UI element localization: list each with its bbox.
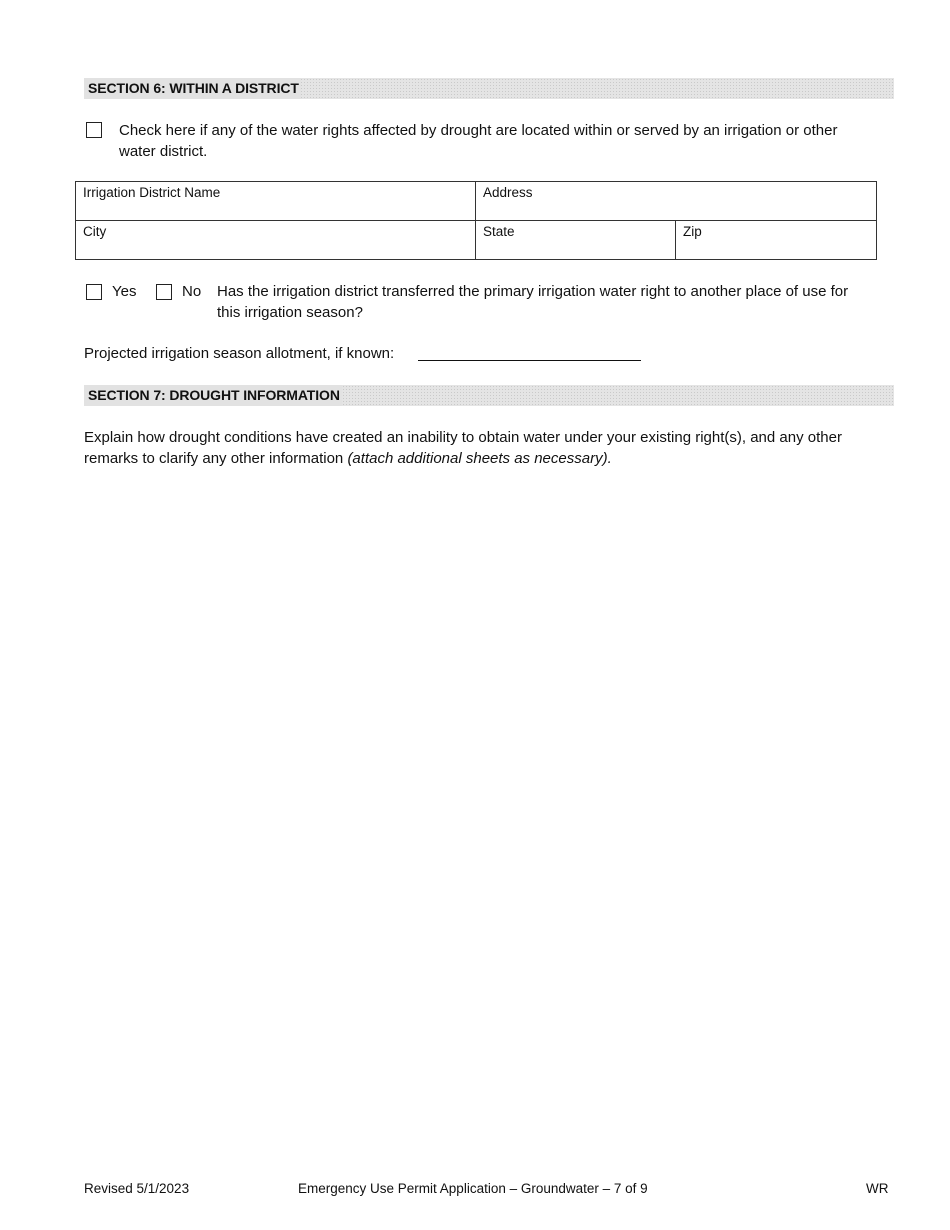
address-field[interactable] (476, 182, 877, 221)
section-6-title: SECTION 6: WITHIN A DISTRICT (84, 78, 301, 99)
explain-line-2 (84, 448, 904, 469)
state-label: State (483, 224, 515, 239)
city-label: City (83, 224, 107, 239)
transfer-question-line-2: this irrigation season? (217, 304, 363, 321)
district-check-line-1: Check here if any of the water rights affected by drought are located within or served by an irrigation or other (119, 122, 838, 139)
transfer-question-line-1: Has the irrigation district transferred the primary irrigation water right to another place of use for (217, 283, 849, 300)
district-info-table (75, 181, 877, 260)
transfer-question (217, 281, 907, 323)
footer-title: Emergency Use Permit Application – Groundwater – 7 of 9 (298, 1181, 648, 1196)
footer-revised: Revised 5/1/2023 (84, 1181, 190, 1196)
footer-code: WR (866, 1181, 889, 1196)
zip-label: Zip (683, 224, 702, 239)
drought-explanation (84, 427, 904, 469)
explain-line-2-italic: (attach additional sheets as necessary). (347, 450, 612, 467)
district-check-line-2: water district. (119, 143, 208, 160)
section-7-header (84, 385, 894, 406)
section-6-header (84, 78, 894, 99)
city-field[interactable] (76, 221, 476, 260)
yes-label: Yes (112, 283, 137, 300)
address-label: Address (483, 185, 533, 200)
section-7-title: SECTION 7: DROUGHT INFORMATION (84, 385, 342, 406)
district-check-text (119, 120, 899, 162)
allotment-label: Projected irrigation season allotment, if known: (84, 345, 395, 362)
district-checkbox[interactable] (86, 122, 102, 138)
explain-line-2-text: remarks to clarify any other information (84, 450, 348, 467)
district-name-label: Irrigation District Name (83, 185, 221, 200)
yes-checkbox[interactable] (86, 284, 102, 300)
no-label: No (182, 283, 202, 300)
state-field[interactable] (476, 221, 676, 260)
no-checkbox[interactable] (156, 284, 172, 300)
allotment-input-line[interactable] (418, 360, 641, 361)
zip-field[interactable] (676, 221, 877, 260)
district-name-field[interactable] (76, 182, 476, 221)
explain-line-1: Explain how drought conditions have created an inability to obtain water under your existing right(s), and any other (84, 429, 842, 446)
